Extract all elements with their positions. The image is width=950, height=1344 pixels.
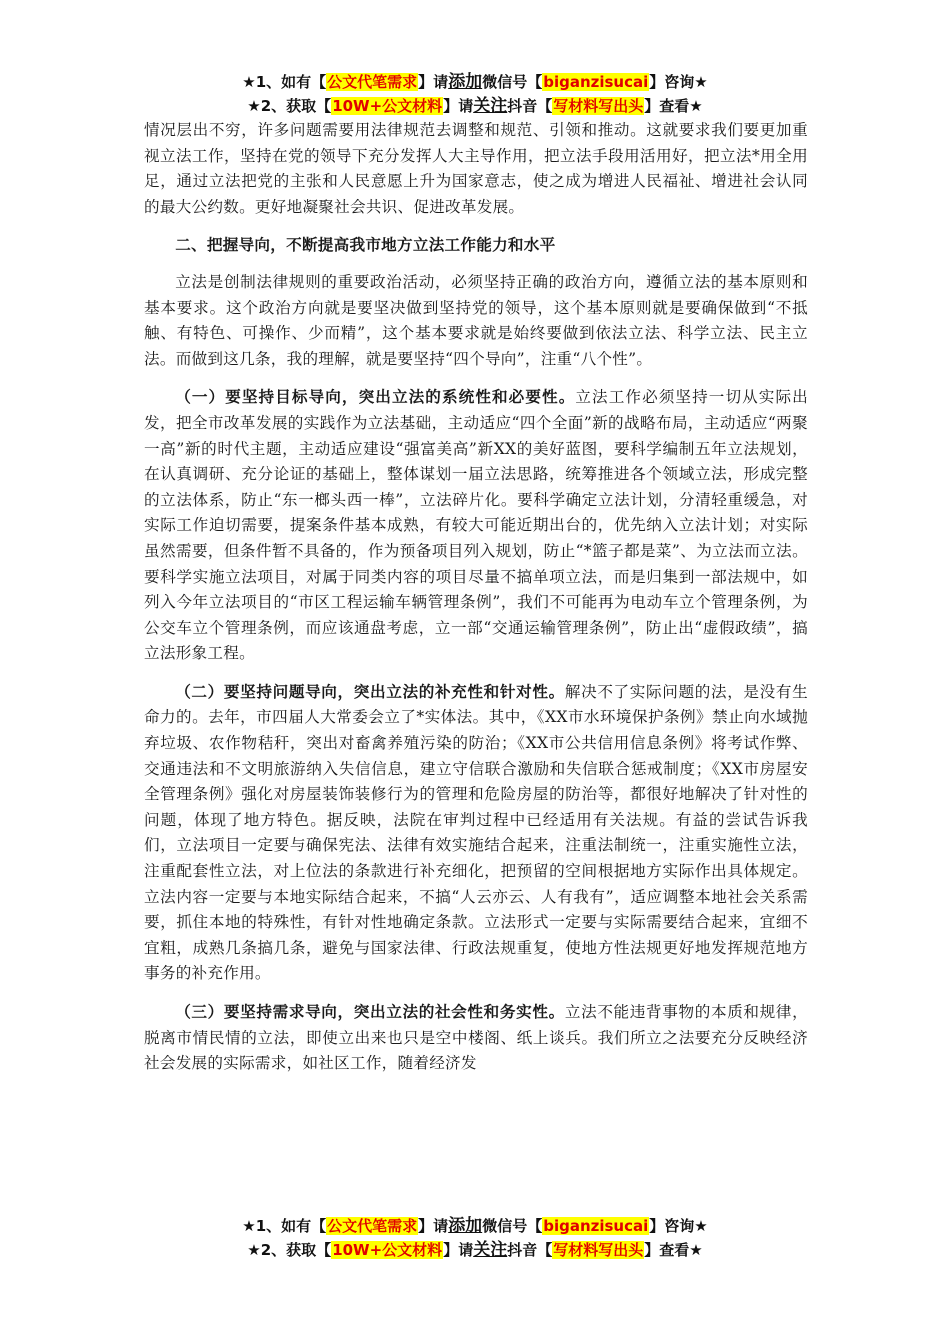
document-body bbox=[144, 118, 808, 1089]
banner-text: 抖音【 bbox=[507, 1241, 553, 1259]
banner-wechat-id: biganzisucai bbox=[543, 73, 649, 91]
section-heading: 二、把握导向，不断提高我市地方立法工作能力和水平 bbox=[175, 235, 556, 255]
banner-line-2 bbox=[0, 1238, 950, 1262]
banner-line-1 bbox=[0, 70, 950, 94]
banner-text: 】请 bbox=[418, 1217, 449, 1235]
paragraph bbox=[144, 999, 808, 1077]
banner-text: 抖音【 bbox=[507, 97, 553, 115]
banner-text: ★1、如有【 bbox=[242, 1217, 327, 1235]
paragraph-text: 解决不了实际问题的法，是没有生命力的。去年，市四届人大常委会立了*实体法。其中，《XX市水环境保护条例》禁止向水域抛弃垃圾、农作物秸秆，突出对畜禽养殖污染的防治；《XX市公共信用信息条例》将考试作弊、交通违法和不文明旅游纳入失信信息，建立守信联合激励和失信联合惩戒制度；《XX市房屋安全管理条例》强化对房屋装饰装修行为的管理和危险房屋的防治等，都很好地解决了针对性的问题，体现了地方特色。据反映，法院在审判过程中已经适用有关法规。有益的尝试告诉我们，立法项目一定要与确保宪法、法律有效实施结合起来，注重法制统一，注重实施性立法，注重配套性立法，对上位法的条款进行补充细化，把预留的空间根据地方实际作出具体规定。立法内容一定要与本地实际结合起来，不搞“人云亦云、人有我有”，适应调整本地社会关系需要，抓住本地的特殊性，有针对性地确定条款。立法形式一定要与实际需要结合起来，宜细不宜粗，成熟几条搞几条，避免与国家法律、行政法规重复，使地方性法规更好地发挥规范地方事务的补充作用。 bbox=[144, 682, 808, 983]
paragraph bbox=[144, 384, 808, 667]
banner-douyin-id: 写材料写出头 bbox=[553, 1241, 644, 1259]
banner-text: 】咨询★ bbox=[649, 73, 708, 91]
paragraph-lead: （三）要坚持需求导向，突出立法的社会性和务实性。 bbox=[175, 1002, 565, 1021]
banner-text: ★2、获取【 bbox=[247, 97, 332, 115]
banner-emphasis: 添加 bbox=[448, 1216, 483, 1236]
banner-text: 】咨询★ bbox=[649, 1217, 708, 1235]
banner-highlight: 公文代笔需求 bbox=[327, 1217, 418, 1235]
footer-banner bbox=[0, 1214, 950, 1262]
paragraph-lead: （二）要坚持问题导向，突出立法的补充性和针对性。 bbox=[175, 681, 565, 701]
banner-text: ★1、如有【 bbox=[242, 73, 327, 91]
banner-highlight: 10W+公文材料 bbox=[332, 97, 443, 115]
banner-line-1 bbox=[0, 1214, 950, 1238]
banner-emphasis: 添加 bbox=[448, 72, 483, 92]
header-banner bbox=[0, 70, 950, 118]
banner-highlight: 公文代笔需求 bbox=[327, 73, 418, 91]
banner-highlight: 10W+公文材料 bbox=[332, 1241, 443, 1259]
paragraph bbox=[144, 679, 808, 987]
banner-text: 】查看★ bbox=[644, 97, 703, 115]
banner-text: 】请 bbox=[443, 97, 474, 115]
banner-emphasis: 关注 bbox=[473, 1240, 508, 1260]
paragraph-lead: （一）要坚持目标导向，突出立法的系统性和必要性。 bbox=[175, 387, 576, 407]
paragraph-text: 立法工作必须坚持一切从实际出发，把全市改革发展的实践作为立法基础，主动适应“四个全面”新的战略布局，主动适应“两聚一高”新的时代主题，主动适应建设“强富美高”新XX的美好蓝图，要科学编制五年立法规划，在认真调研、充分论证的基础上，整体谋划一届立法思路，统筹推进各个领域立法，形成完整的立法体系，防止“东一榔头西一棒”，立法碎片化。要科学确定立法计划，分清轻重缓急，对实际工作迫切需要，提案条件基本成熟，有较大可能近期出台的，优先纳入立法计划；对实际虽然需要，但条件暂不具备的，作为预备项目列入规划，防止“*篮子都是菜”、为立法而立法。要科学实施立法项目，对属于同类内容的项目尽量不搞单项立法，而是归集到一部法规中，如列入今年立法项目的“市区工程运输车辆管理条例”，我们不可能再为电动车立个管理条例，为公交车立个管理条例，而应该通盘考虑，立一部“交通运输管理条例”，防止出“虚假政绩”，搞立法形象工程。 bbox=[144, 388, 808, 663]
banner-douyin-id: 写材料写出头 bbox=[553, 97, 644, 115]
banner-wechat-id: biganzisucai bbox=[543, 1217, 649, 1235]
banner-text: 微信号【 bbox=[482, 73, 543, 91]
banner-text: 】请 bbox=[443, 1241, 474, 1259]
banner-line-2 bbox=[0, 94, 950, 118]
banner-text: ★2、获取【 bbox=[247, 1241, 332, 1259]
banner-text: 】请 bbox=[418, 73, 449, 91]
paragraph-text: 立法不能违背事物的本质和规律，脱离市情民情的立法，即使立出来也只是空中楼阁、纸上谈兵。我们所立之法要充分反映经济社会发展的实际需求，如社区工作，随着经济发 bbox=[144, 1003, 808, 1073]
banner-emphasis: 关注 bbox=[473, 96, 508, 116]
paragraph: 立法是创制法律规则的重要政治活动，必须坚持正确的政治方向，遵循立法的基本原则和基本要求。这个政治方向就是要坚决做到坚持党的领导，这个基本原则就是要确保做到“不抵触、有特色、可操作、少而精”，这个基本要求就是始终要做到依法立法、科学立法、民主立法。而做到这几条，我的理解，就是要坚持“四个导向”，注重“八个性”。 bbox=[144, 272, 808, 368]
paragraph: 情况层出不穷，许多问题需要用法律规范去调整和规范、引领和推动。这就要求我们要更加重视立法工作，坚持在党的领导下充分发挥人大主导作用，把立法手段用活用好，把立法*用全用足，通过立法把党的主张和人民意愿上升为国家意志，使之成为增进人民福祉、增进社会认同的最大公约数。更好地凝聚社会共识、促进改革发展。 bbox=[144, 121, 808, 216]
banner-text: 】查看★ bbox=[644, 1241, 703, 1259]
banner-text: 微信号【 bbox=[482, 1217, 543, 1235]
